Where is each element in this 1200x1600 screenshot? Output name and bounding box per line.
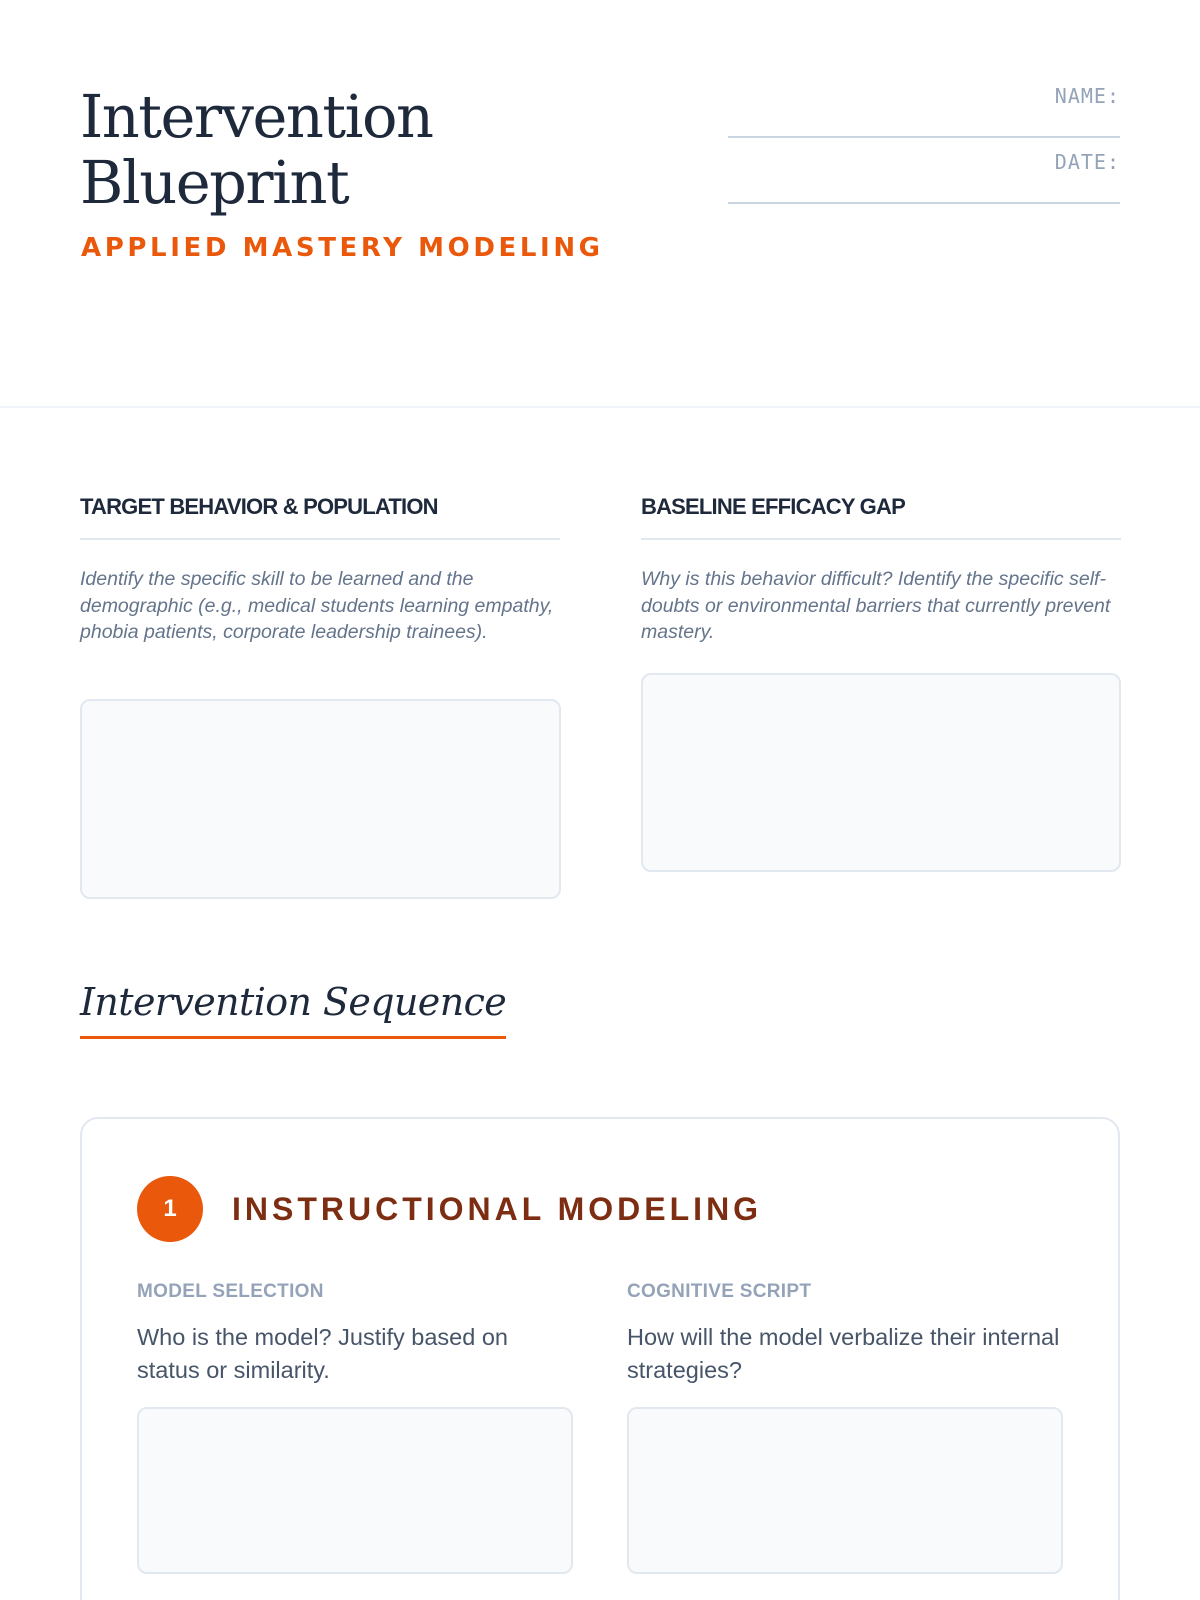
- page-header: [0, 0, 1200, 408]
- baseline-efficacy-answer-box[interactable]: [641, 673, 1121, 872]
- model-selection-field: [137, 1281, 573, 1387]
- page-subtitle: APPLIED MASTERY MODELING: [81, 233, 604, 263]
- name-field[interactable]: [728, 136, 1120, 138]
- step-number-badge: 1: [137, 1176, 203, 1242]
- cognitive-script-label: COGNITIVE SCRIPT: [627, 1281, 812, 1302]
- baseline-efficacy-description: Why is this behavior difficult? Identify the specific self-doubts or environmental barriers that currently prevent mastery.: [641, 568, 1111, 643]
- page-title: [80, 84, 540, 216]
- target-behavior-heading: TARGET BEHAVIOR & POPULATION: [80, 494, 560, 540]
- cognitive-script-field: [627, 1281, 1063, 1387]
- cognitive-script-answer-box[interactable]: [627, 1407, 1063, 1574]
- cognitive-script-prompt: How will the model verbalize their internal strategies?: [627, 1324, 1060, 1383]
- name-label: NAME:: [1054, 84, 1120, 108]
- intervention-sequence-title: Intervention Sequence: [80, 980, 506, 1039]
- step-card: [80, 1117, 1120, 1600]
- baseline-efficacy-heading: BASELINE EFFICACY GAP: [641, 494, 1121, 540]
- date-label: DATE:: [1054, 150, 1120, 174]
- step-title: INSTRUCTIONAL MODELING: [232, 1191, 763, 1227]
- target-behavior-description: Identify the specific skill to be learned and the demographic (e.g., medical students learning empathy, phobia patients, corporate leadership trainees).: [80, 568, 554, 643]
- title-line-2: Blueprint: [80, 148, 349, 217]
- model-selection-answer-box[interactable]: [137, 1407, 573, 1574]
- baseline-efficacy-section: [641, 494, 1121, 646]
- model-selection-label: MODEL SELECTION: [137, 1281, 324, 1302]
- title-line-1: Intervention: [80, 82, 433, 151]
- model-selection-prompt: Who is the model? Justify based on status or similarity.: [137, 1324, 508, 1383]
- date-field[interactable]: [728, 202, 1120, 204]
- target-behavior-section: [80, 494, 560, 646]
- target-behavior-answer-box[interactable]: [80, 699, 561, 899]
